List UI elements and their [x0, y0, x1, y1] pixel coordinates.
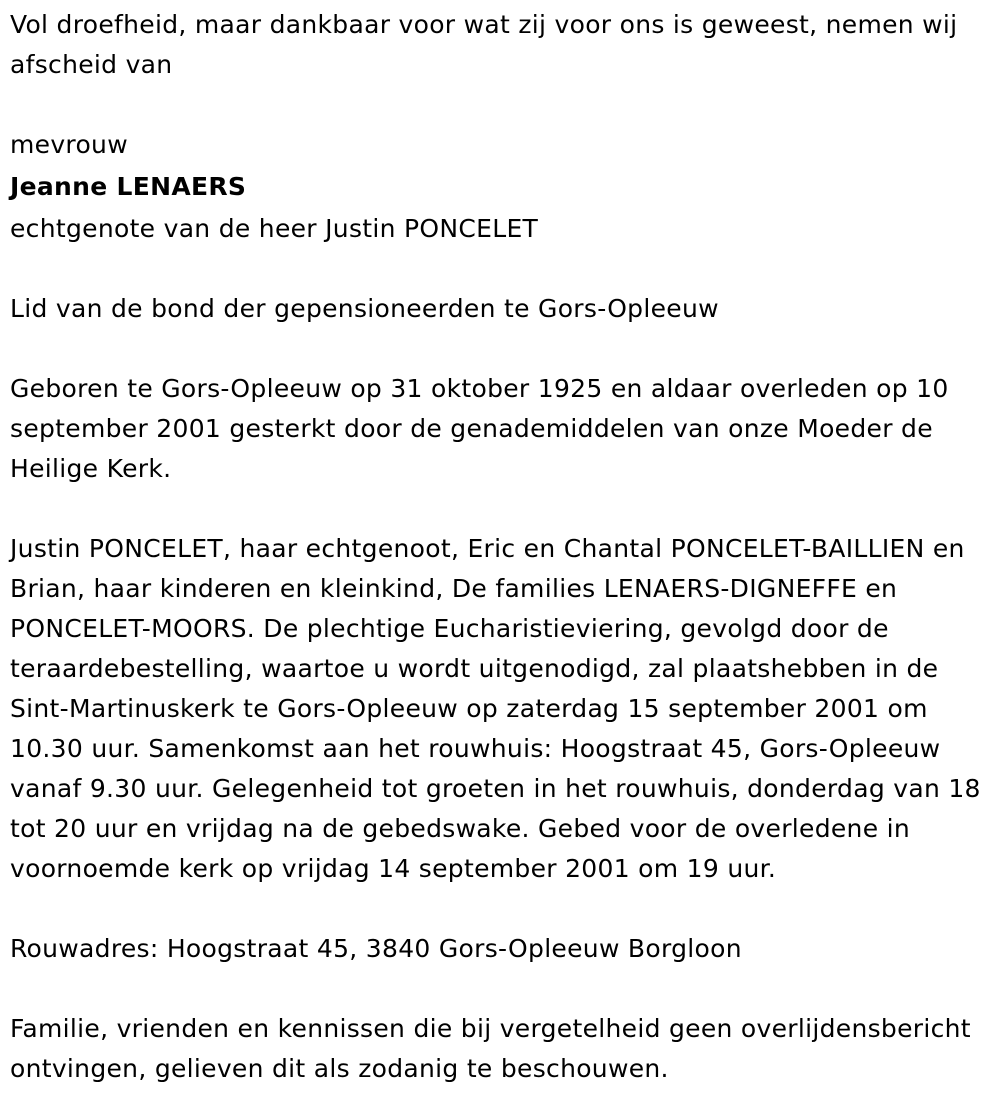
- mourning-address: Rouwadres: Hoogstraat 45, 3840 Gors-Opleeuw Borgloon: [10, 934, 742, 963]
- salutation: mevrouw: [10, 130, 128, 159]
- birth-death-text: Geboren te Gors-Opleeuw op 31 oktober 1925 en aldaar overleden op 10 september 2001 gesterkt door de genademiddelen van onze Moeder de Heilige Kerk.: [10, 374, 949, 483]
- deceased-name: Jeanne LENAERS: [10, 172, 247, 201]
- spacer: [10, 969, 990, 1009]
- membership-text: Lid van de bond der gepensioneerden te Gors-Opleeuw: [10, 294, 719, 323]
- closing-note: Familie, vrienden en kennissen die bij vergetelheid geen overlijdensbericht ontvingen, gelieven dit als zodanig te beschouwen.: [10, 1014, 971, 1083]
- spacer: [10, 489, 990, 529]
- spouse-line: echtgenote van de heer Justin PONCELET: [10, 214, 539, 243]
- spacer: [10, 249, 990, 289]
- spacer: [10, 85, 990, 125]
- family-ceremony-text: Justin PONCELET, haar echtgenoot, Eric en Chantal PONCELET-BAILLIEN en Brian, haar kinderen en kleinkind, De families LENAERS-DIGNEFFE en PONCELET-MOORS. De plechtige Eucharistieviering, gevolgd door de teraardebestelling, waartoe u wordt uitgenodigd, zal plaatshebben in de Sint-Martinuskerk te Gors-Opleeuw op zaterdag 15 september 2001 om 10.30 uur. Samenkomst aan het rouwhuis: Hoogstraat 45, Gors-Opleeuw vanaf 9.30 uur. Gelegenheid tot groeten in het rouwhuis, donderdag van 18 tot 20 uur en vrijdag na de gebedswake. Gebed voor de overledene in voornoemde kerk op vrijdag 14 september 2001 om 19 uur.: [10, 534, 981, 883]
- obituary-notice: [10, 5, 990, 1089]
- spacer: [10, 889, 990, 929]
- spacer: [10, 329, 990, 369]
- intro-text: Vol droefheid, maar dankbaar voor wat zij voor ons is geweest, nemen wij afscheid van: [10, 10, 958, 79]
